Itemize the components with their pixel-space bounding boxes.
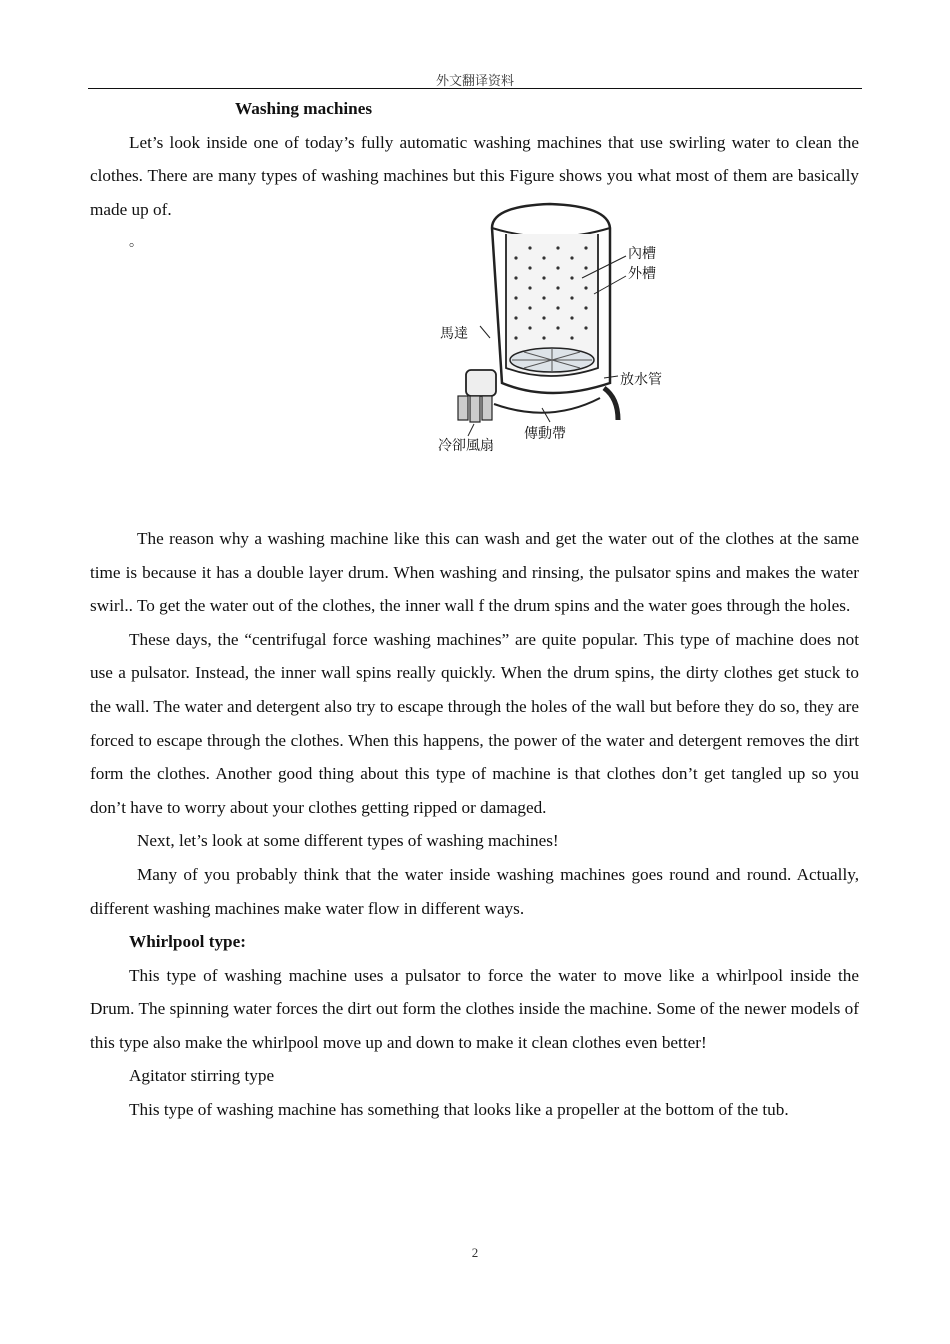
paragraph-mark: 。: [129, 235, 143, 251]
subheading-whirlpool: Whirlpool type:: [129, 932, 246, 952]
cooling-fan-shape: [458, 396, 492, 422]
page-header: 外文翻译资料: [435, 73, 514, 88]
page-number: 2: [471, 1245, 479, 1260]
document-title: Washing machines: [235, 99, 373, 118]
paragraph-centrifugal: These days, the “centrifugal force washing machines” are quite popular. This type of machine does not use a pulsator. Instead, the inner wall spins really quickly. When the drum spins, the dirty clothes get stuck to the wall. The water and detergent also try to escape through the holes of the wall but before they do so, they are forced to escape through the clothes. When this happens, the power of the water and detergent removes the dirt form the clothes. Another good thing about this type of machine is that clothes don’t get tangled up so you don’t have to worry about your clothes getting ripped or damaged.: [90, 629, 859, 817]
paragraph-agitator: This type of washing machine has something that looks like a propeller at the bottom of the tub.: [129, 1100, 789, 1120]
label-motor: 馬達: [440, 326, 468, 342]
paragraph-double-drum: The reason why a washing machine like this can wash and get the water out of the clothes at the same time is because it has a double layer drum. When washing and rinsing, the pulsator spins and makes the water swirl.. To get the water out of the clothes, the inner wall f the drum spins and the water goes through the holes.: [90, 528, 859, 616]
paragraph-water-flow: Many of you probably think that the water inside washing machines goes round and round. Actually, different washing machines make water flow in different ways.: [90, 864, 859, 918]
drain-pipe-shape: [604, 388, 618, 420]
label-drain-pipe: 放水管: [620, 372, 662, 388]
paragraph-next: Next, let’s look at some different types of washing machines!: [137, 831, 559, 851]
motor-shape: [466, 370, 496, 396]
paragraph-whirlpool: This type of washing machine uses a pulsator to force the water to move like a whirlpool inside the Drum. The spinning water forces the dirt out form the clothes inside the machine. Some of the newer models of this type also make the whirlpool move up and down to make it clean clothes even better!: [90, 965, 859, 1052]
label-outer-tub: 外槽: [628, 266, 656, 282]
label-belt: 傳動帶: [524, 426, 566, 442]
belt-shape: [494, 398, 600, 413]
paragraph-intro: Let’s look inside one of today’s fully automatic washing machines that use swirling water to clean the clothes. There are many types of washing machines but this Figure shows you what most of them are basically made up of.: [90, 132, 859, 219]
label-cooling-fan: 冷卻風扇: [438, 438, 494, 454]
washing-machine-figure: [432, 198, 682, 458]
header-rule: [88, 88, 862, 89]
subheading-agitator: Agitator stirring type: [129, 1066, 275, 1086]
label-inner-tub: 內槽: [628, 246, 656, 262]
